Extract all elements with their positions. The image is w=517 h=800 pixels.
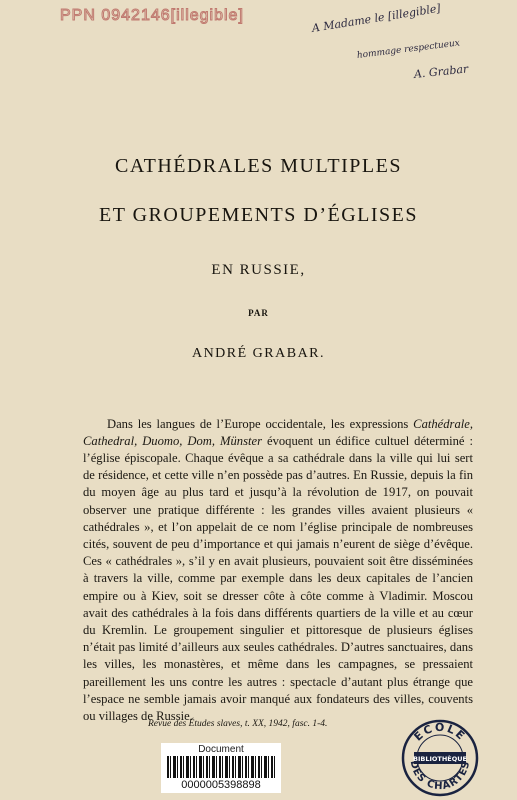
barcode-title: Document (198, 744, 244, 755)
title-line-3: EN RUSSIE, (211, 262, 306, 278)
body-text-part-1: Dans les langues de l’Europe occidentale, les expressions (107, 416, 414, 431)
body-paragraph (83, 416, 473, 726)
handwritten-dedication-line-2: hommage respectueux (356, 38, 461, 61)
author-name: ANDRÉ GRABAR. (191, 346, 326, 361)
handwritten-signature: A. Grabar (413, 62, 469, 81)
barcode-number: 0000005398898 (181, 779, 261, 791)
seal-middle-text: BIBLIOTHÈQUE (413, 755, 467, 763)
by-label: PAR (248, 308, 269, 318)
seal-top-text: ÉCOLE (411, 720, 469, 744)
title-line-2: ET GROUPEMENTS D’ÉGLISES (99, 204, 418, 226)
barcode-bars (167, 756, 275, 778)
handwritten-dedication-line-1: A Madame le [illegible] (310, 1, 442, 35)
barcode-label (161, 743, 281, 793)
seal-bottom-text: DES CHARTES (407, 759, 473, 793)
body-text-part-2: évoquent un édifice cultuel déterminé : l’église épiscopale. Chaque évêque a sa cathédrale dans la ville qui lui sert de résidence, et cette ville n’en possède pas d’autres. En Russie, depuis la fin du moyen âge au plus tard et jusqu’à la révolution de 1917, on pouvait observer une pratique différente : les grandes villes avaient plusieurs « cathédrales », et l’on appelait de ce nom l’église principale de nombreuses cités, souvent de peu d’importance et qui jamais n’eurent de siège d’évêque. Ces « cathédrales », s’il y en avait plusieurs, pouvaient soit être disséminées à travers la ville, comme par exemple dans les deux capitales de l’ancien empire ou à Kiev, soit se dresser côte à côte comme à Vladimir. Moscou avait des cathédrales à la fois dans différents quartiers de la ville et au cœur du Kremlin. Le groupement singulier et pittoresque de plusieurs églises n’était pas limité d’ailleurs aux seules cathédrales. D’autres sanctuaires, dans les villes, les monastères, et même dans les campagnes, se pressaient pareillement les uns contre les autres : spectacle d’autant plus étrange que l’espace ne semble jamais avoir manqué aux fondateurs des villes, couvents ou villages de Russie. (83, 433, 473, 724)
library-seal (400, 718, 480, 798)
body-text-emphasis: Cathédrale, Cathedral, Duomo, Dom, Münster (83, 416, 473, 448)
source-citation: Revue des Études slaves, t. XX, 1942, fasc. 1-4. (148, 719, 328, 729)
title-line-1: CATHÉDRALES MULTIPLES (115, 155, 402, 177)
ppn-stamp: PPN 0942146[illegible] (60, 7, 244, 24)
